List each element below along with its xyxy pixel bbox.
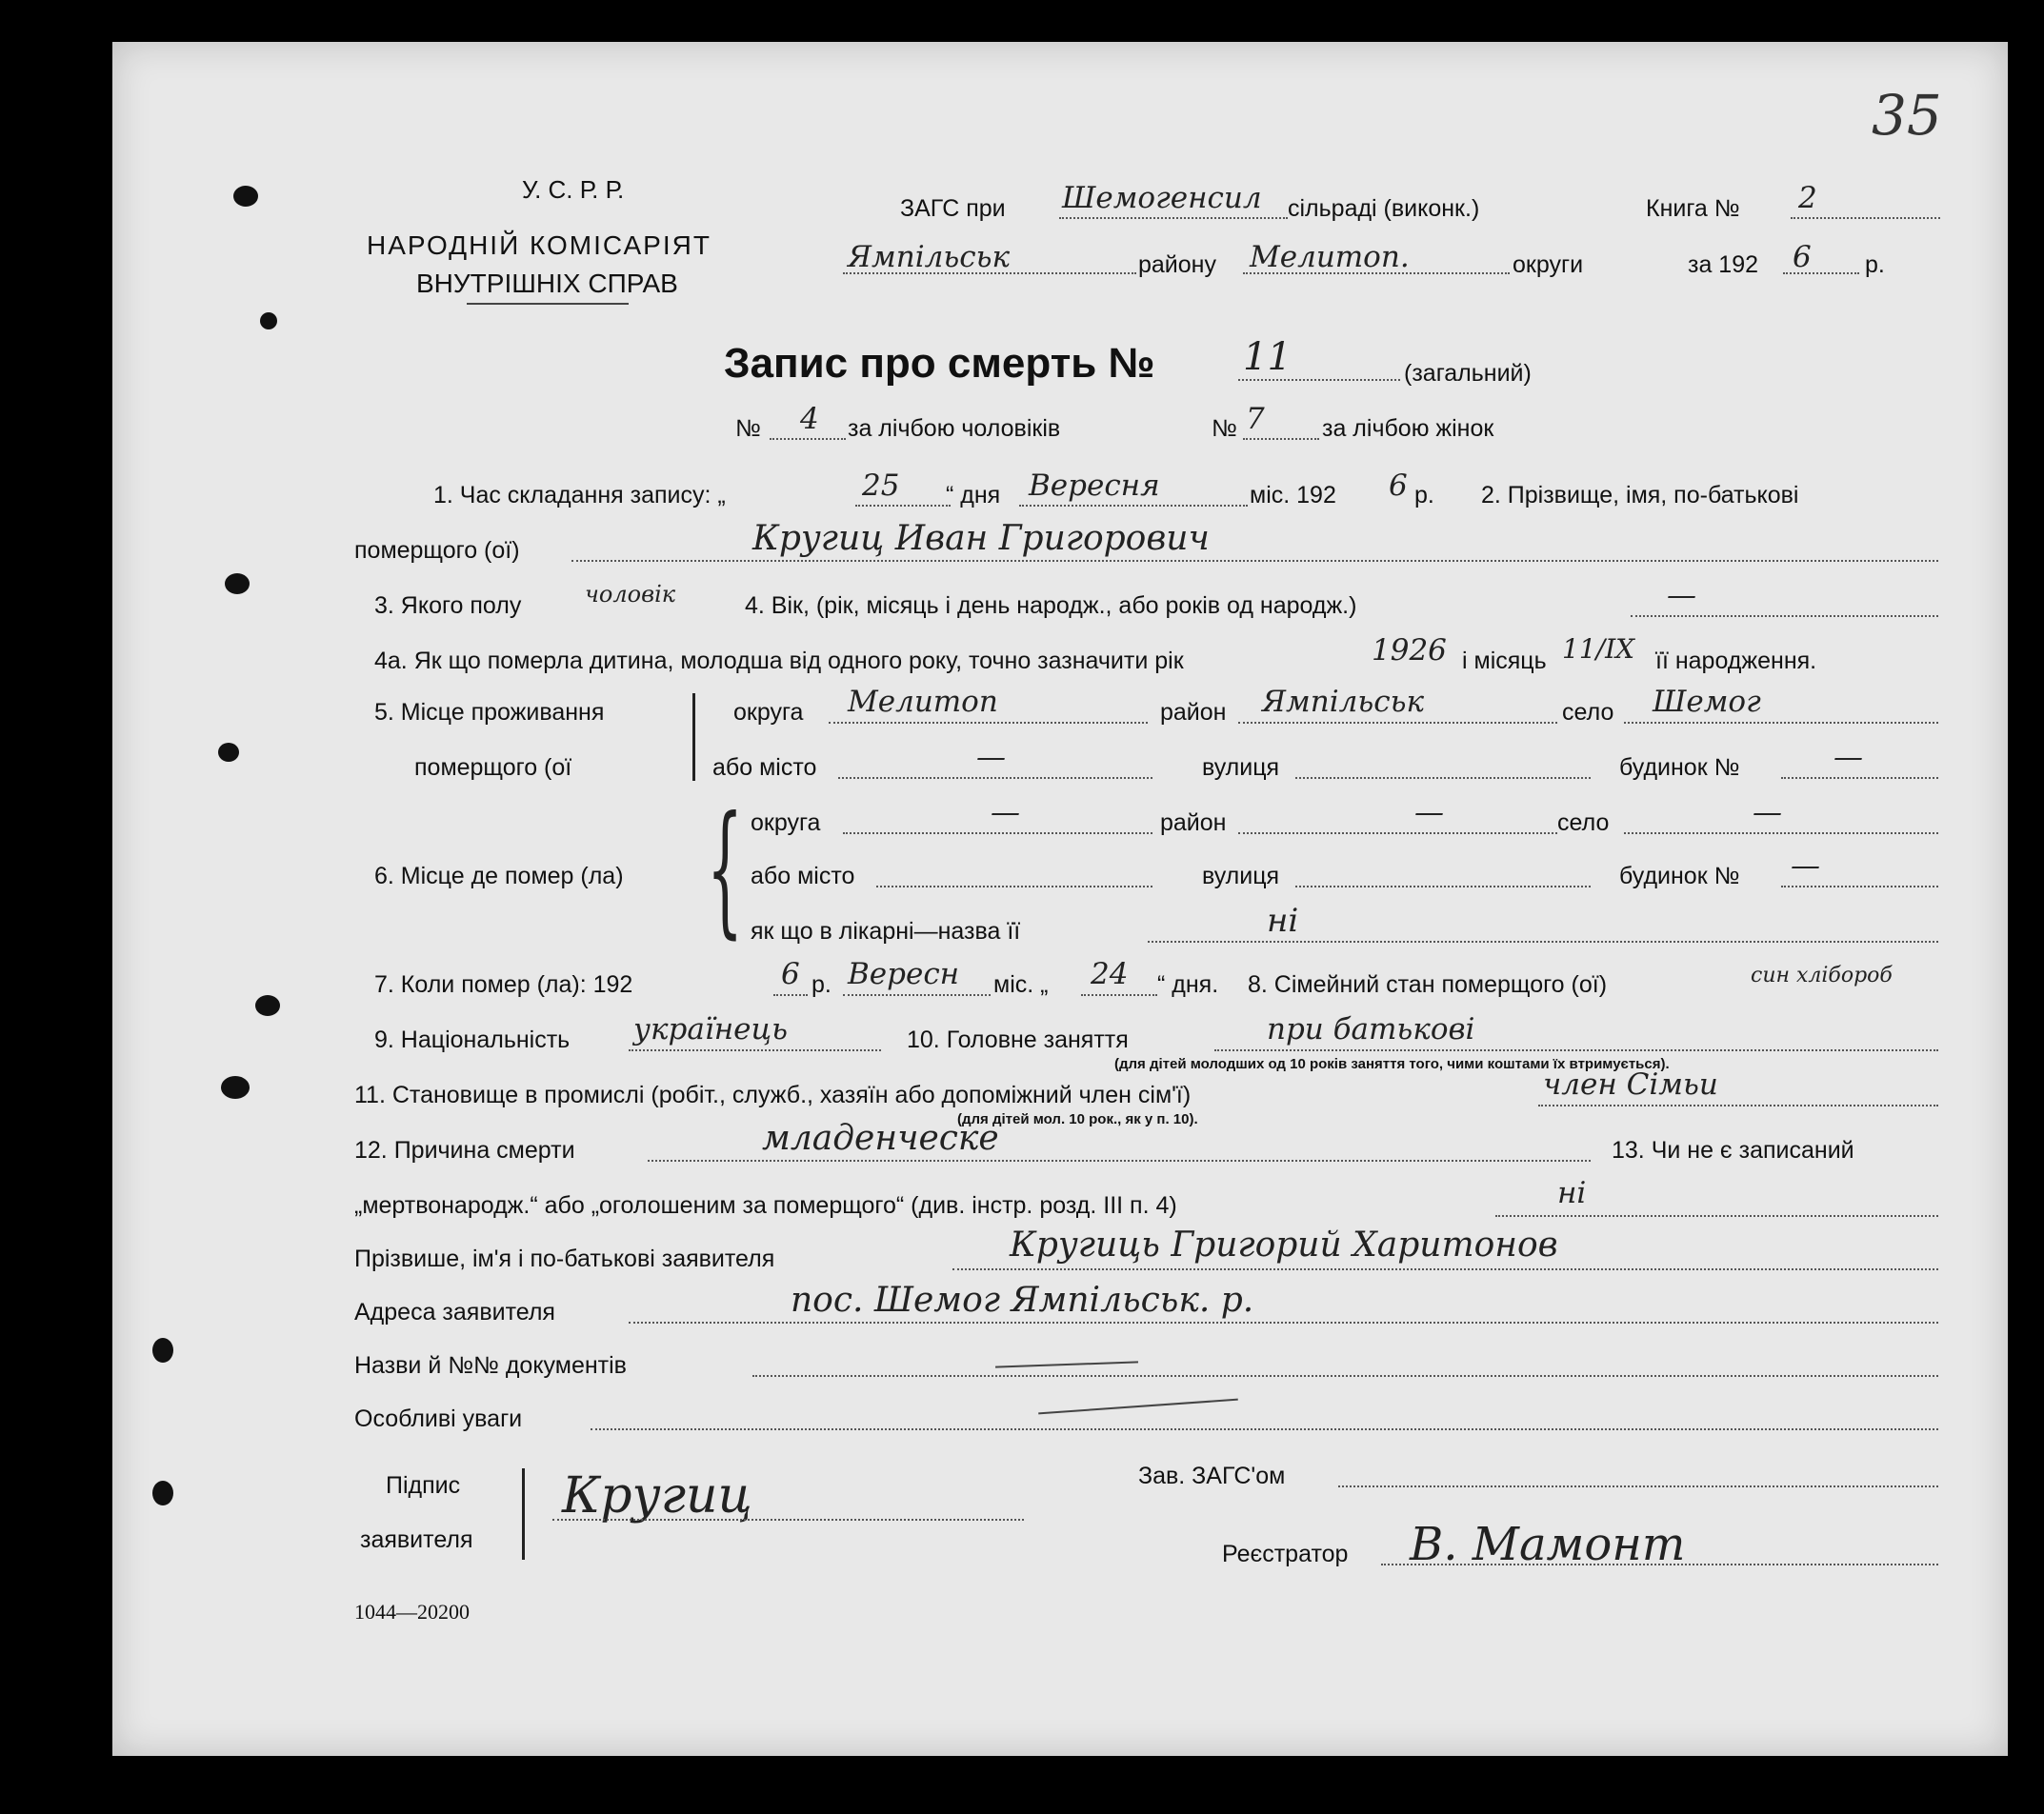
f7-month: Вересн	[848, 957, 960, 991]
applicant-name-label: Прізвише, ім'я і по-батькові заявителя	[354, 1246, 775, 1272]
f7-month-suffix: міс. „	[993, 971, 1049, 998]
f9-value: українець	[633, 1012, 789, 1047]
f4a-month: 11/IX	[1562, 633, 1635, 665]
applicant-signature: Кругиц	[562, 1467, 752, 1525]
okruha-label: округи	[1513, 251, 1584, 278]
f1-day: 25	[862, 468, 900, 503]
men-count: 4	[800, 402, 819, 436]
f5-raion-label: район	[1160, 699, 1227, 726]
f1-day-suffix: “ дня	[946, 482, 1001, 508]
f11-value: член Сімьи	[1543, 1067, 1718, 1102]
district-line	[843, 272, 1136, 274]
f6-raion-line	[1238, 832, 1557, 834]
f7-label: 7. Коли помер (ла): 192	[374, 971, 633, 998]
registrar-label: Реєстратор	[1222, 1541, 1349, 1567]
deceased-name: Кругиц Иван Григорович	[752, 519, 1210, 558]
women-count: 7	[1246, 402, 1265, 436]
f1-month-line	[1019, 505, 1248, 507]
f5-label2: померщого (ої	[414, 754, 572, 781]
okruha-value: Мелитоп.	[1250, 240, 1410, 274]
f1-year-suffix: р.	[1414, 482, 1434, 508]
men-no-label: №	[735, 415, 761, 442]
f1-month: Вересня	[1029, 468, 1160, 503]
f3-label: 3. Якого полу	[374, 592, 522, 619]
f6-dim: —	[1791, 848, 1820, 883]
head-line	[1338, 1485, 1938, 1487]
punch-hole	[152, 1481, 173, 1505]
docs-line	[752, 1375, 1938, 1377]
f13-value: ні	[1557, 1176, 1587, 1210]
punch-hole	[218, 743, 239, 762]
f6-dim-line	[1781, 886, 1938, 887]
f5-misto-label: або місто	[712, 754, 817, 781]
f9-line	[629, 1049, 881, 1051]
book-label: Книга №	[1646, 195, 1740, 222]
f4-line	[1631, 615, 1938, 617]
f6-raion-label: район	[1160, 809, 1227, 836]
punch-hole	[233, 186, 258, 207]
f6-hosp: ні	[1267, 902, 1299, 940]
f11-note: (для дітей мол. 10 рок., як у п. 10).	[957, 1111, 1198, 1127]
zags-label: ЗАГС при	[900, 195, 1006, 222]
f7-day: 24	[1091, 957, 1129, 991]
punch-hole	[221, 1076, 250, 1099]
f13-line	[1495, 1215, 1938, 1217]
page-number: 35	[1872, 83, 1942, 148]
zags-suffix: сільраді (виконк.)	[1288, 195, 1480, 222]
f6-label: 6. Місце де помер (ла)	[374, 863, 624, 889]
f13-label: 13. Чи не є записаний	[1612, 1137, 1854, 1164]
year-value: 6	[1793, 240, 1812, 274]
f5-misto-line	[838, 777, 1152, 779]
applicant-signature-line	[552, 1519, 1024, 1521]
f6-okruha: —	[991, 795, 1020, 829]
f8-value: син хлібороб	[1751, 964, 1893, 987]
sign-label2: заявителя	[360, 1526, 473, 1553]
f5-okruha: Мелитоп	[848, 685, 998, 719]
f7-year: 6	[781, 957, 800, 991]
f3-value: чоловік	[585, 581, 676, 608]
f5-vul-line	[1295, 777, 1591, 779]
f5-label1: 5. Місце проживання	[374, 699, 605, 726]
f4-value: —	[1667, 578, 1696, 612]
applicant-name-line	[952, 1268, 1938, 1270]
document-sheet	[112, 42, 2008, 1756]
f5-selo-label: село	[1562, 699, 1614, 726]
f2-label: 2. Прізвище, імя, по-батькові	[1481, 482, 1799, 508]
f6-selo-line	[1624, 832, 1938, 834]
year-prefix: за 192	[1688, 251, 1759, 278]
f5-bracket	[692, 693, 695, 781]
f6-vul-line	[1295, 886, 1591, 887]
f10-label: 10. Головне заняття	[907, 1027, 1129, 1053]
sign-bracket	[522, 1468, 525, 1560]
applicant-addr-label: Адреса заявителя	[354, 1299, 555, 1326]
f7-day-suffix: “ дня.	[1157, 971, 1219, 998]
f5-selo: Шемог	[1653, 685, 1761, 719]
punch-hole	[260, 312, 277, 329]
form-code: 1044—20200	[354, 1600, 470, 1624]
f11-label: 11. Становище в промислі (робіт., служб., хазяїн або допоміжний член сім'ї)	[354, 1082, 1192, 1108]
f6-selo: —	[1753, 795, 1782, 829]
f10-line	[1214, 1049, 1938, 1051]
f5-okruha-line	[829, 722, 1148, 724]
f1-day-line	[855, 505, 951, 507]
deceased-name-line	[571, 560, 1938, 562]
sign-label1: Підпис	[386, 1472, 461, 1499]
docs-label: Назви й №№ документів	[354, 1352, 627, 1379]
f6-dim-label: будинок №	[1619, 863, 1740, 889]
f5-dim: —	[1834, 740, 1863, 774]
f2-label2: померщого (ої)	[354, 537, 520, 564]
f11-line	[1538, 1105, 1938, 1106]
women-count-line	[1243, 438, 1319, 440]
men-count-line	[770, 438, 846, 440]
registrar-line	[1381, 1564, 1938, 1565]
f12-label: 12. Причина смерти	[354, 1137, 575, 1164]
notes-label: Особливі уваги	[354, 1405, 523, 1432]
f8-label: 8. Сімейний стан померщого (ої)	[1248, 971, 1608, 998]
f1-month-suffix: міс. 192	[1250, 482, 1336, 508]
book-value: 2	[1798, 181, 1817, 215]
general-label: (загальний)	[1404, 360, 1532, 387]
f12-line	[648, 1160, 1591, 1162]
zags-line	[1059, 217, 1288, 219]
women-no-label: №	[1212, 415, 1237, 442]
f4a-month-label: і місяць	[1462, 648, 1547, 674]
f5-dim-label: будинок №	[1619, 754, 1740, 781]
f6-hosp-line	[1148, 941, 1938, 943]
okruha-line	[1243, 272, 1510, 274]
f6-hosp-label: як що в лікарні—назва її	[751, 918, 1021, 945]
record-title: Запис про смерть №	[724, 340, 1155, 387]
book-line	[1791, 217, 1940, 219]
f5-okruha-label: округа	[733, 699, 804, 726]
f6-brace: {	[707, 787, 744, 952]
f10-value: при батькові	[1267, 1012, 1475, 1047]
ussr-label: У. С. Р. Р.	[522, 175, 625, 204]
zags-value: Шемогенсил	[1062, 181, 1262, 215]
f12-value: младенческе	[762, 1119, 999, 1158]
year-line	[1783, 272, 1859, 274]
applicant-name: Кругиць Григорий Харитонов	[1010, 1226, 1558, 1265]
applicant-addr-line	[629, 1322, 1938, 1324]
record-number-line	[1238, 379, 1400, 381]
f7-r: р.	[812, 971, 832, 998]
district-label: району	[1138, 251, 1216, 278]
f6-misto-label: або місто	[751, 863, 855, 889]
registrar-signature: В. Мамонт	[1410, 1518, 1686, 1571]
punch-hole	[255, 995, 280, 1016]
punch-hole	[152, 1338, 173, 1363]
f13-label2: „мертвонародж.“ або „оголошеним за померщого“ (див. інстр. розд. III п. 4)	[354, 1192, 1177, 1219]
f7-month-line	[843, 994, 991, 996]
district-value: Ямпільськ	[848, 240, 1010, 274]
f6-misto-line	[876, 886, 1152, 887]
f7-day-line	[1081, 994, 1157, 996]
f4a-suffix: її народження.	[1655, 648, 1817, 674]
men-label: за лічбою чоловіків	[848, 415, 1061, 442]
head-label: Зав. ЗАГС'ом	[1138, 1463, 1286, 1489]
f10-note: (для дітей молодших од 10 років заняття того, чими коштами їх втримується).	[1114, 1056, 1670, 1072]
f5-selo-line	[1624, 722, 1938, 724]
women-label: за лічбою жінок	[1322, 415, 1494, 442]
punch-hole	[225, 573, 250, 594]
year-suffix: р.	[1865, 251, 1885, 278]
f5-raion: Ямпільськ	[1262, 685, 1424, 719]
ministry-line2: ВНУТРІШНІХ СПРАВ	[416, 269, 678, 298]
f5-raion-line	[1238, 722, 1557, 724]
ministry-underline	[467, 303, 629, 305]
f1-year: 6	[1389, 468, 1408, 503]
f9-label: 9. Національність	[374, 1027, 571, 1053]
f5-dim-line	[1781, 777, 1938, 779]
f4a-year: 1926	[1372, 633, 1447, 668]
f4a-label: 4а. Як що померла дитина, молодша від одного року, точно зазначити рік	[374, 648, 1184, 674]
f5-misto: —	[976, 740, 1006, 774]
f5-vul-label: вулиця	[1202, 754, 1280, 781]
record-number: 11	[1243, 335, 1292, 379]
f1-label: 1. Час складання запису: „	[433, 482, 726, 508]
f6-okruha-line	[843, 832, 1152, 834]
f7-year-line	[773, 994, 808, 996]
applicant-addr: пос. Шемог Ямпільськ. р.	[791, 1281, 1254, 1320]
f4-label: 4. Вік, (рік, місяць і день народж., або років од народж.)	[745, 592, 1357, 619]
f6-okruha-label: округа	[751, 809, 821, 836]
notes-line	[591, 1428, 1938, 1430]
f6-raion: —	[1414, 795, 1444, 829]
ministry-line1: НАРОДНІЙ КОМІСАРІЯТ	[367, 230, 711, 260]
f6-vul-label: вулиця	[1202, 863, 1280, 889]
f6-selo-label: село	[1557, 809, 1610, 836]
